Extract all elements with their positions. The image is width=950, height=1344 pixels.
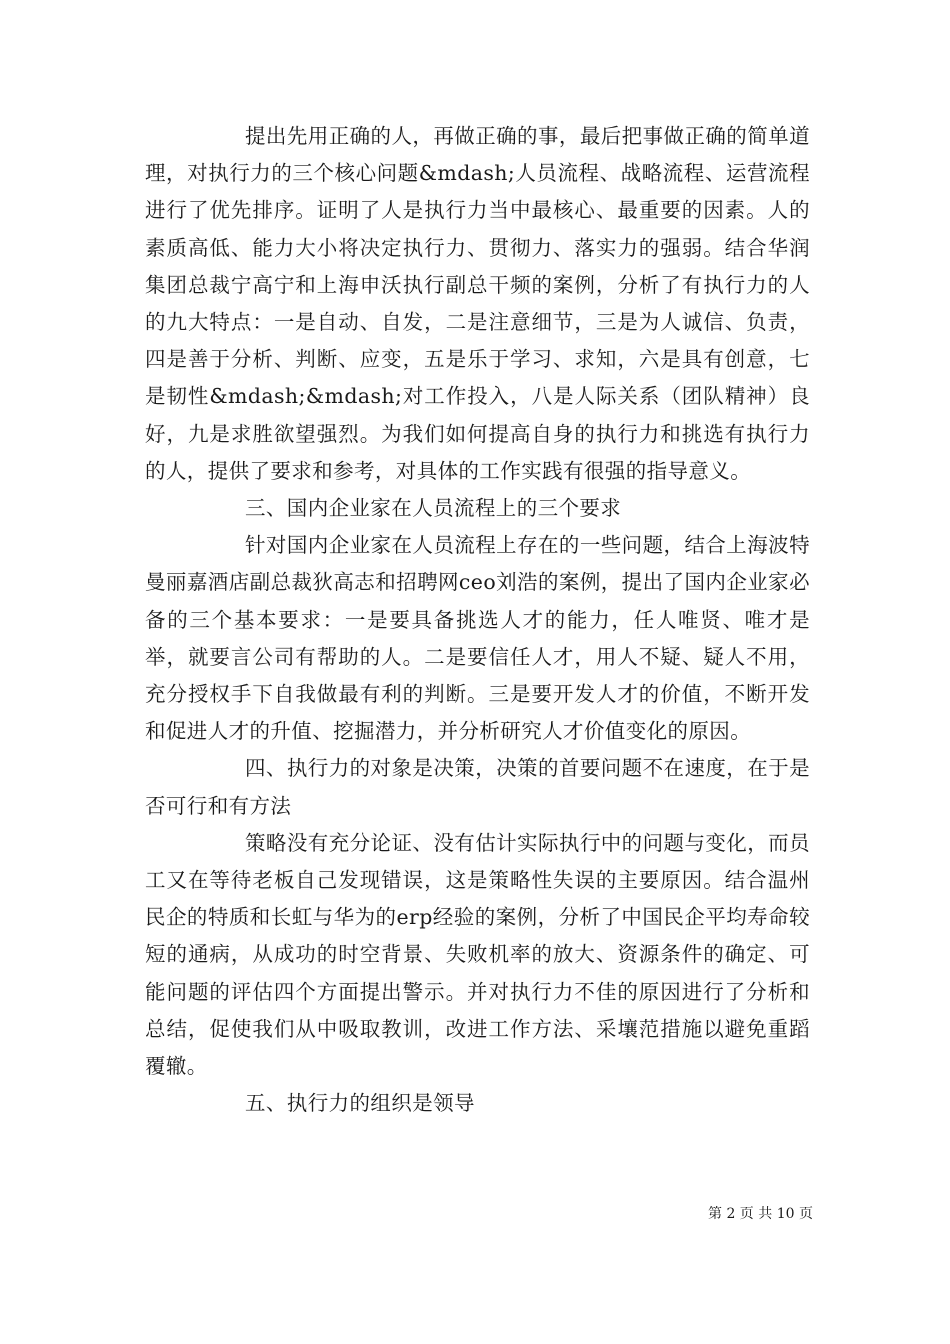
section-heading-three: 三、国内企业家在人员流程上的三个要求 [245,496,622,521]
page-number-footer: 第 2 页 共 10 页 [708,1206,813,1222]
paragraph-three-requirements: 针对国内企业家在人员流程上存在的一些问题，结合上海波特曼丽嘉酒店副总裁狄高志和招聘网ceo刘浩的案例，提出了国内企业家必备的三个基本要求：一是要具备挑选人才的能力，任人唯贤、唯才是举，就要言公司有帮助的人。二是要信任人才，用人不疑、疑人不用，充分授权手下自我做最有利的判断。三是要开发人才的价值，不断开发和促进人才的升值、挖掘潜力，并分析研究人才价值变化的原因。 [145,533,810,744]
paragraph-strategy-mistakes: 策略没有充分论证、没有估计实际执行中的问题与变化，而员工又在等待老板自己发现错误，这是策略性失误的主要原因。结合温州民企的特质和长虹与华为的erp经验的案例，分析了中国民企平均寿命较短的通病，从成功的时空背景、失败机率的放大、资源条件的确定、可能问题的评估四个方面提出警示。并对执行力不佳的原因进行了分析和总结，促使我们从中吸取教训，改进工作方法、采壤范措施以避免重蹈覆辙。 [145,830,810,1079]
paragraph-people-first: 提出先用正确的人，再做正确的事，最后把事做正确的简单道理，对执行力的三个核心问题&mdash;人员流程、战略流程、运营流程进行了优先排序。证明了人是执行力当中最核心、最重要的因素。人的素质高低、能力大小将决定执行力、贯彻力、落实力的强弱。结合华润集团总裁宁高宁和上海申沃执行副总干频的案例，分析了有执行力的人的九大特点：一是自动、自发，二是注意细节，三是为人诚信、负责，四是善于分析、判断、应变，五是乐于学习、求知，六是具有创意，七是韧性&mdash;&mdash;对工作投入，八是人际关系（团队精神）良好，九是求胜欲望强烈。为我们如何提高自身的执行力和挑选有执行力的人，提供了要求和参考，对具体的工作实践有很强的指导意义。 [145,124,810,483]
section-heading-five: 五、执行力的组织是领导 [245,1091,475,1116]
document-body [145,118,810,1122]
section-heading-four: 四、执行力的对象是决策，决策的首要问题不在速度，在于是否可行和有方法 [145,756,810,818]
